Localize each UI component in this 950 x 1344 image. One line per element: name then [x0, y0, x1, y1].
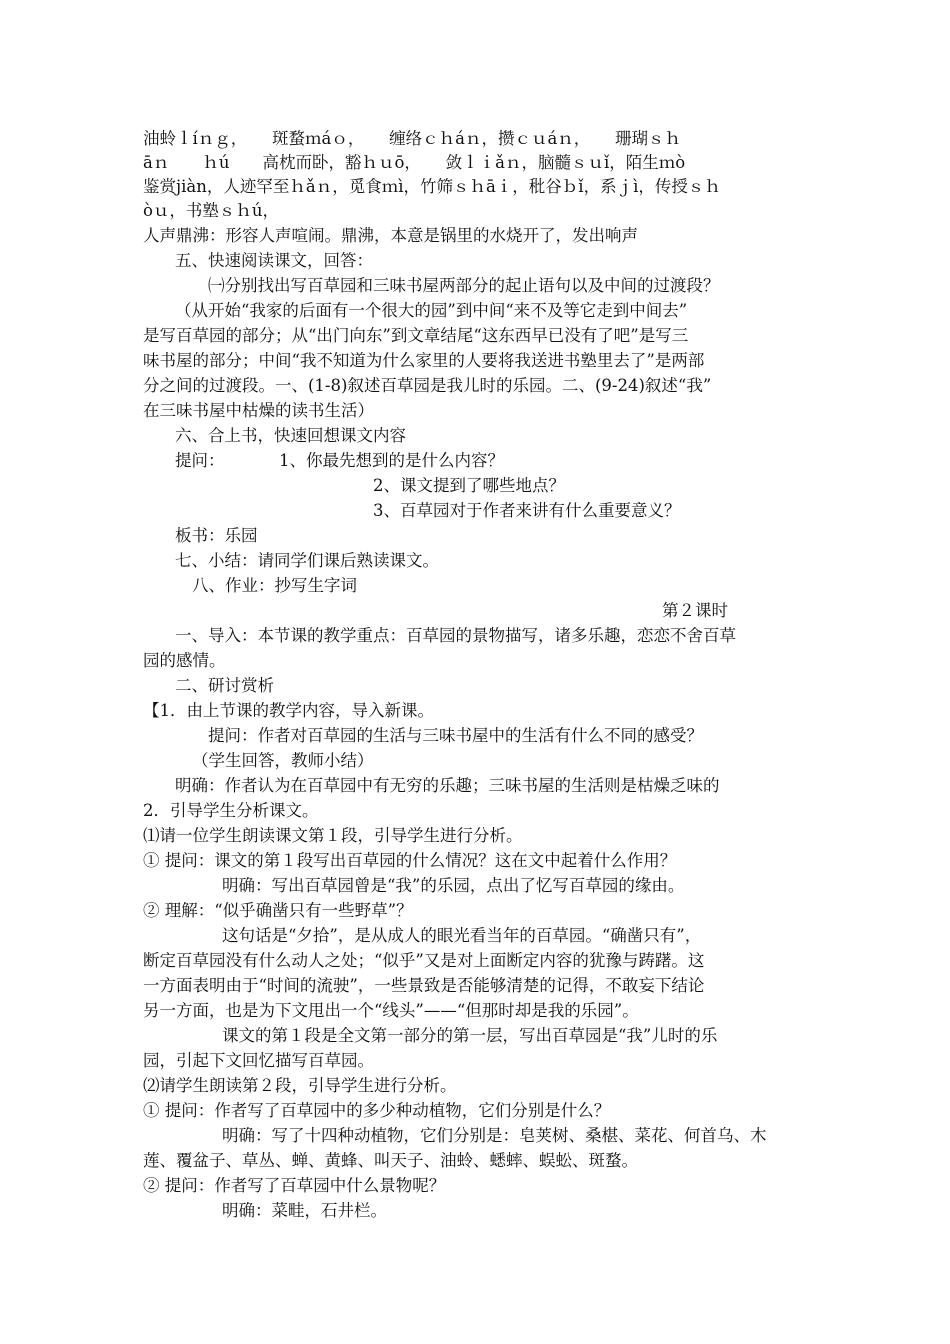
intro-line-2: 园的感情。 [143, 651, 226, 670]
question-item-3: 3、百草园对于作者来讲有什么重要意义？ [373, 501, 681, 520]
sub-answer-1: 明确：写出百草园曾是“我”的乐园，点出了忆写百草园的缘由。 [222, 876, 685, 895]
sub-answer-4: 明确：菜畦，石井栏。 [222, 1201, 387, 1220]
section-heading-7: 七、小结：请同学们课后熟读课文。 [175, 551, 439, 570]
section-heading-5: 五、快速阅读课文，回答： [175, 251, 373, 270]
sub-question-2: ② 理解：“似乎确凿只有一些野草”？ [143, 901, 413, 920]
sub-answer-2-line-2: 断定百草园没有什么动人之处；“似乎”又是对上面断定内容的犹豫与踌躇。这 [143, 951, 705, 970]
question-1: ㈠分别找出写百草园和三味书屋两部分的起止语句以及中间的过渡段？ [208, 276, 720, 295]
sub-question-1: ① 提问：课文的第１段写出百草园的什么情况？这在文中起着什么作用？ [143, 851, 677, 870]
sub-answer-3-line-1: 明确：写了十四种动植物，它们分别是：皂荚树、桑椹、菜花、何首乌、木 [222, 1126, 767, 1145]
step-1-answer: 明确：作者认为在百草园中有无穷的乐趣；三味书屋的生活则是枯燥乏味的 [175, 776, 720, 795]
lesson-title: 第２课时 [662, 601, 728, 620]
step-1-note: （学生回答，教师小结） [192, 751, 374, 770]
answer-line-3: 味书屋的部分；中间“我不知道为什么家里的人要将我送进书塾里去了”是两部 [143, 351, 705, 370]
pinyin-line-2: āｎ ｈú 高枕而卧，豁ｈｕō， 敛ｌｉǎｎ，脑髓ｓｕǐ，陌生ｍò [143, 153, 686, 172]
section-heading-8: 八、作业：抄写生字词 [192, 576, 357, 595]
word-definition: 人声鼎沸：形容人声喧闹。鼎沸，本意是锅里的水烧开了，发出响声 [143, 226, 638, 245]
answer-line-2: 是写百草园的部分；从“出门向东”到文章结尾“这东西早已没有了吧”是写三 [143, 326, 689, 345]
step-1: 【1．由上节课的教学内容，导入新课。 [143, 701, 434, 720]
summary-line-2: 园，引起下文回忆描写百草园。 [143, 1051, 374, 1070]
answer-line-4: 分之间的过渡段。一、(1-8)叙述百草园是我儿时的乐园。二、(9-24)叙述“我” [143, 376, 712, 395]
summary-line-1: 课文的第１段是全文第一部分的第一层，写出百草园是“我”儿时的乐 [222, 1026, 718, 1045]
answer-line-5: 在三味书屋中枯燥的读书生活） [143, 401, 374, 420]
pinyin-line-1: 油蛉ｌíｎｇ， 斑蝥ｍáｏ， 缠络ｃｈáｎ，攒ｃｕáｎ， 珊瑚ｓｈ [143, 129, 682, 148]
sub-answer-2-line-1: 这句话是“夕拾”，是从成人的眼光看当年的百草园。“确凿只有”， [222, 926, 702, 945]
step-1-question: 提问：作者对百草园的生活与三味书屋中的生活有什么不同的感受？ [208, 726, 703, 745]
section-heading-6: 六、合上书，快速回想课文内容 [175, 426, 406, 445]
board-note: 板书：乐园 [175, 526, 258, 545]
intro-line-1: 一、导入：本节课的教学重点：百草园的景物描写，诸多乐趣，恋恋不舍百草 [175, 626, 736, 645]
section-heading-discuss: 二、研讨赏析 [175, 676, 274, 695]
sub-question-4: ② 提问：作者写了百草园中什么景物呢？ [143, 1176, 446, 1195]
question-label: 提问： [175, 451, 225, 470]
answer-line-1: （从开始“我家的后面有一个很大的园”到中间“来不及等它走到中间去” [175, 301, 688, 320]
sub-question-3: ① 提问：作者写了百草园中的多少种动植物，它们分别是什么？ [143, 1101, 611, 1120]
sub-step-1: ⑴请一位学生朗读课文第１段，引导学生进行分析。 [143, 826, 523, 845]
sub-answer-2-line-4: 另一方面，也是为下文甩出一个“线头”——“但那时却是我的乐园”。 [143, 1001, 639, 1020]
question-item-1: 1、你最先想到的是什么内容？ [279, 451, 504, 470]
sub-answer-3-line-2: 莲、覆盆子、草丛、蝉、黄蜂、叫天子、油蛉、蟋蟀、蜈蚣、斑蝥。 [143, 1151, 638, 1170]
question-item-2: 2、课文提到了哪些地点？ [373, 476, 565, 495]
step-2: 2．引导学生分析课文。 [143, 801, 319, 820]
pinyin-line-3: 鉴赏jiàn，人迹罕至ｈǎｎ，觅食ｍì，竹筛ｓｈāｉ，秕谷ｂǐ，系ｊì，传授ｓｈ [143, 177, 721, 196]
sub-answer-2-line-3: 一方面表明由于“时间的流驶”，一些景致是否能够清楚的记得，不敢妄下结论 [143, 976, 705, 995]
sub-step-2: ⑵请学生朗读第２段，引导学生进行分析。 [143, 1076, 457, 1095]
pinyin-line-4: òｕ，书塾ｓｈú， [143, 201, 280, 220]
